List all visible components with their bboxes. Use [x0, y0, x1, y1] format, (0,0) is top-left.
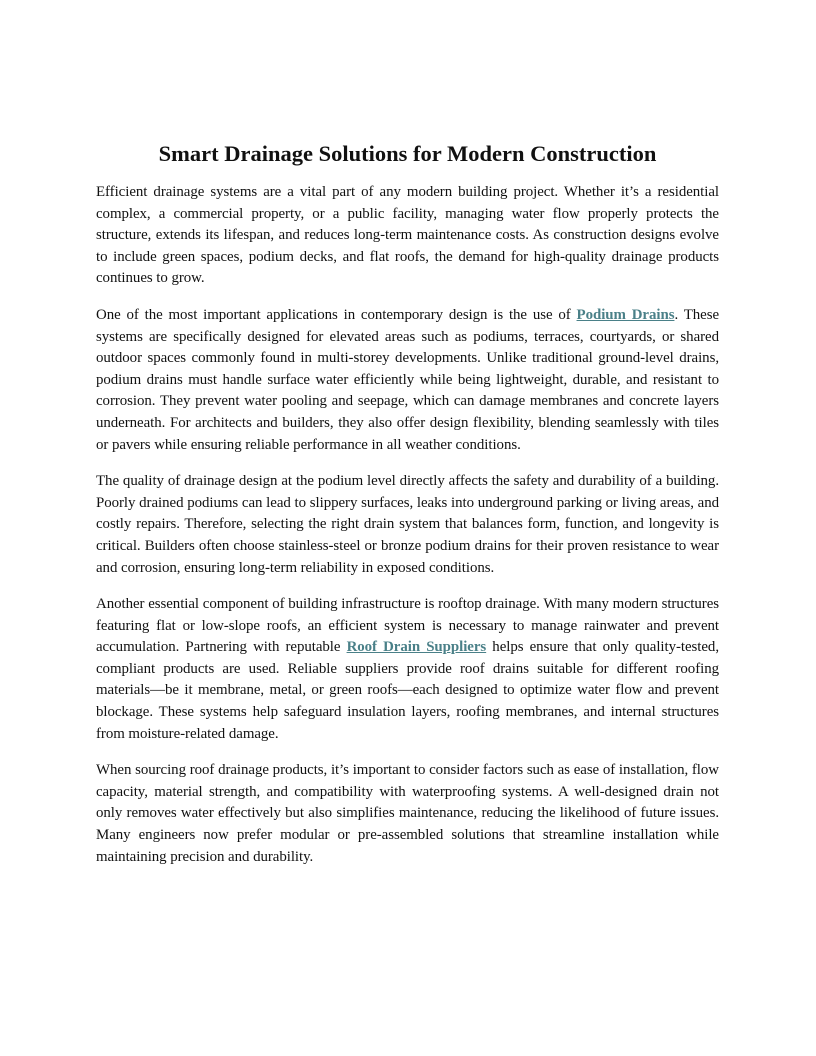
page-title: Smart Drainage Solutions for Modern Construction	[158, 141, 657, 166]
roof-drain-suppliers-link[interactable]: Roof Drain Suppliers	[346, 639, 487, 656]
paragraph-podium-drains	[96, 305, 719, 456]
paragraph-intro-text: Efficient drainage systems are a vital part of any modern building project. Whether it’s a residential complex, a commercial property, or a public facility, managing water flow properly protects the structure, extends its lifespan, and reduces long-term maintenance costs. As construction designs evolve to include green spaces, podium decks, and flat roofs, the demand for high-quality drainage products continues to grow.	[96, 184, 719, 287]
paragraph-sourcing-text: When sourcing roof drainage products, it’s important to consider factors such as ease of installation, flow capacity, material strength, and compatibility with waterproofing systems. A well-designed drain not only removes water effectively but also simplifies maintenance, reducing the likelihood of future issues. Many engineers now prefer modular or pre-assembled solutions that streamline installation while maintaining precision and durability.	[96, 762, 719, 865]
paragraph-rooftop-text-before: Another essential component of building infrastructure is rooftop drainage. With many modern structures featuring flat or low-slope roofs, an efficient system is necessary to manage rainwater and prevent accumulation. Partnering with reputable	[96, 596, 719, 656]
paragraph-rooftop-drainage	[96, 594, 719, 745]
paragraph-podium-text-before: One of the most important applications in contemporary design is the use of	[96, 306, 577, 323]
podium-drains-link[interactable]: Podium Drains	[576, 306, 675, 323]
paragraph-design-quality-text: The quality of drainage design at the podium level directly affects the safety and durability of a building. Poorly drained podiums can lead to slippery surfaces, leaks into underground parking or living areas, and costly repairs. Therefore, selecting the right drain system that balances form, function, and longevity is critical. Builders often choose stainless-steel or bronze podium drains for their proven resistance to wear and corrosion, ensuring long-term reliability in exposed conditions.	[96, 473, 719, 576]
paragraph-design-quality	[96, 471, 719, 579]
paragraph-intro	[96, 182, 719, 290]
paragraph-rooftop-text-after: helps ensure that only quality-tested, compliant products are used. Reliable suppliers provide roof drains suitable for different roofing materials—be it membrane, metal, or green roofs—each designed to optimize water flow and prevent blockage. These systems help safeguard insulation layers, roofing membranes, and internal structures from moisture-related damage.	[96, 639, 719, 742]
paragraph-sourcing	[96, 760, 719, 868]
document-page	[96, 140, 719, 883]
paragraph-podium-text-after: . These systems are specifically designed for elevated areas such as podiums, terraces, courtyards, or shared outdoor spaces commonly found in multi-storey developments. Unlike traditional ground-level drains, podium drains must handle surface water efficiently while being lightweight, durable, and resistant to corrosion. They prevent water pooling and seepage, which can damage membranes and concrete layers underneath. For architects and builders, they also offer design flexibility, blending seamlessly with tiles or pavers while ensuring reliable performance in all weather conditions.	[96, 306, 720, 453]
